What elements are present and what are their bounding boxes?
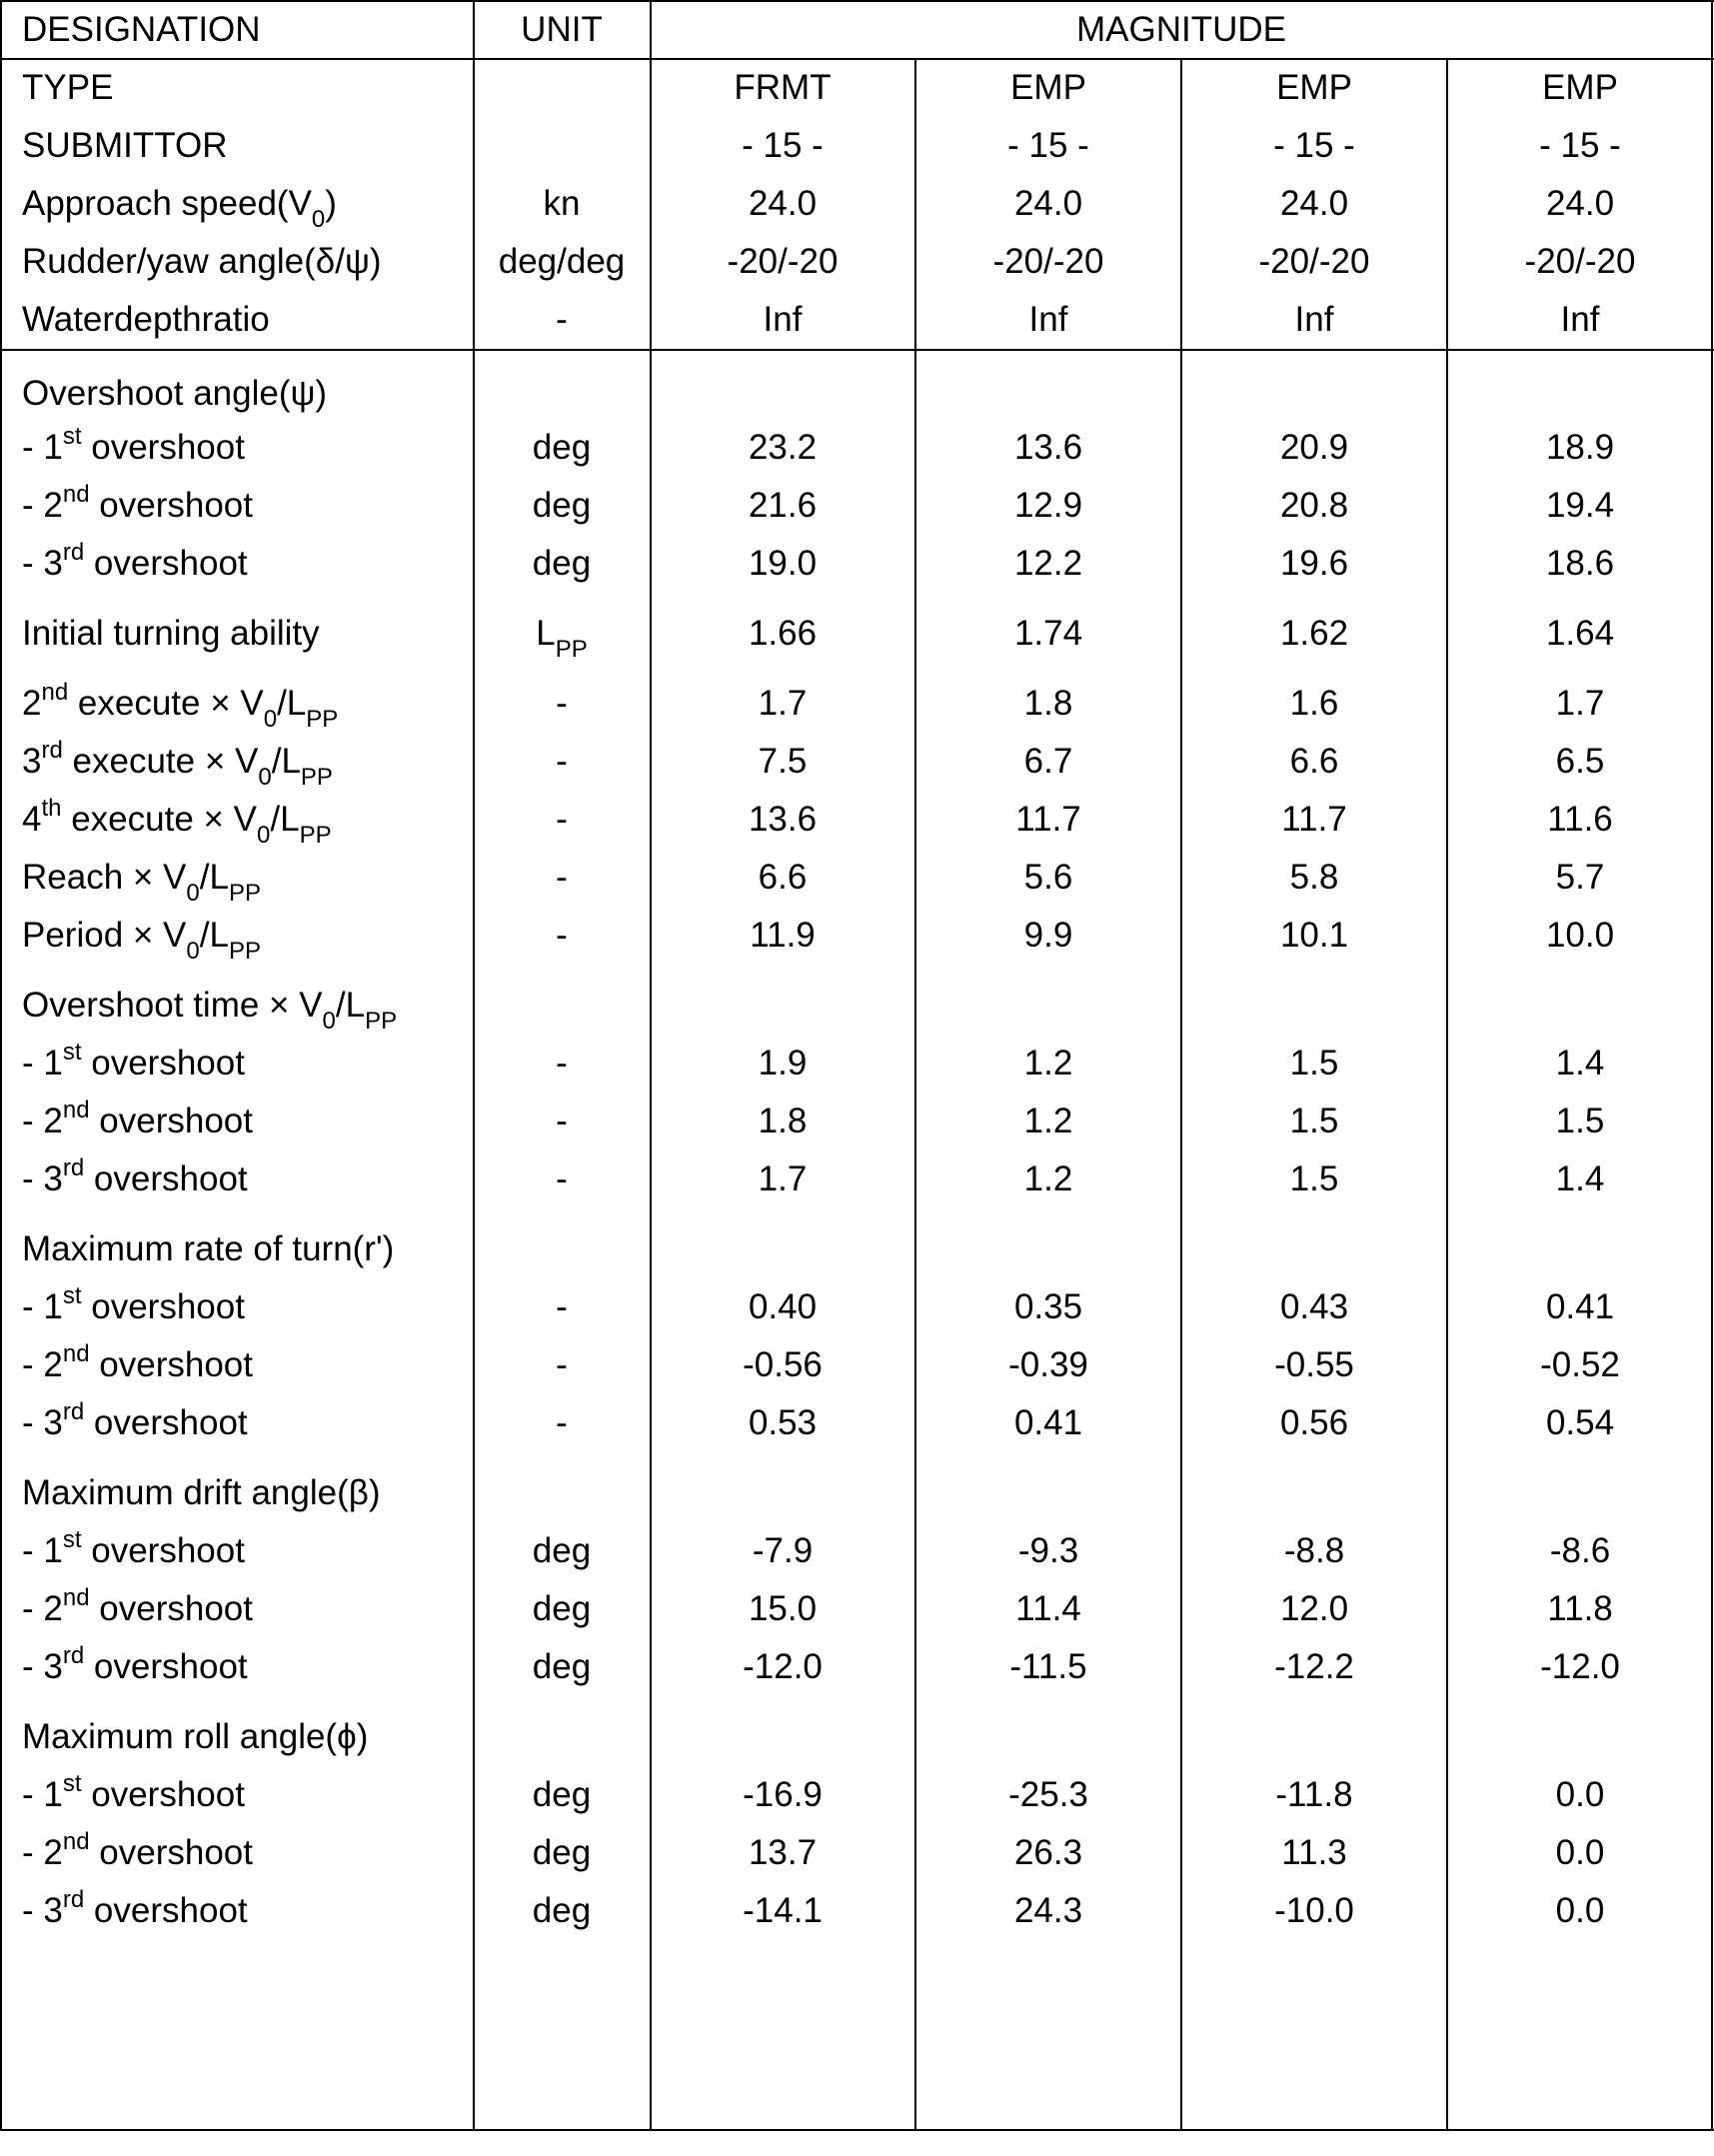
label-text: 2 (22, 684, 42, 723)
label-text: overshoot (84, 1159, 248, 1198)
superscript: th (41, 795, 62, 822)
value-cell: Inf (1294, 300, 1334, 339)
designation-cell (22, 1707, 368, 1767)
unit-cell: deg (532, 1589, 592, 1628)
label-text: - 1 (22, 1775, 63, 1814)
label-text: - 1 (22, 428, 63, 467)
label-text: overshoot (89, 1345, 253, 1384)
table-left-border (0, 0, 2, 2131)
label-text: overshoot (89, 486, 253, 525)
value-cell: 1.2 (1023, 1044, 1073, 1082)
table-bottom-border (0, 2129, 1714, 2131)
value-cell: 26.3 (1013, 1833, 1083, 1872)
value-cell: -12.2 (1274, 1647, 1354, 1686)
value-cell: 5.7 (1555, 858, 1605, 897)
value-cell: 0.0 (1555, 1775, 1605, 1814)
designation-cell (22, 1765, 245, 1825)
label-text: execute × V (62, 742, 259, 781)
unit-cell (474, 1219, 650, 1279)
label-text: Initial turning ability (22, 614, 320, 653)
value-cell: 0.0 (1555, 1833, 1605, 1872)
label-text: overshoot (89, 1833, 253, 1872)
value-cell: 1.74 (1013, 614, 1083, 653)
value-cell: -20/-20 (1258, 242, 1370, 281)
value-cell: -0.56 (743, 1345, 823, 1384)
label-text: Period × V (22, 916, 187, 955)
value-cell: 24.0 (1013, 184, 1083, 223)
value-cell: Inf (1028, 300, 1068, 339)
value-cell: -0.52 (1540, 1345, 1620, 1384)
value-cell: 1.4 (1555, 1044, 1605, 1082)
subscript: 0 (322, 1008, 336, 1035)
label-text: - 3 (22, 1159, 63, 1198)
label-text: - 1 (22, 1044, 63, 1082)
designation-cell (22, 1579, 253, 1639)
value-cell: 1.9 (758, 1044, 808, 1082)
label-text: Waterdepthratio (22, 300, 270, 339)
value-cell: 1.2 (1023, 1101, 1073, 1140)
superscript: nd (62, 481, 90, 508)
unit-cell (474, 604, 650, 664)
designation-cell (22, 732, 333, 792)
value-cell: 1.5 (1289, 1044, 1339, 1082)
value-cell: 19.0 (748, 544, 818, 583)
value-cell: -0.39 (1008, 1345, 1088, 1384)
value-cell: 1.7 (758, 1159, 808, 1198)
value-cell: EMP (1542, 68, 1618, 107)
designation-cell (22, 290, 270, 350)
subscript: 0 (186, 880, 200, 907)
value-cell: 11.7 (1281, 800, 1347, 839)
value-cell (915, 1219, 1181, 1279)
subscript: PP (228, 938, 261, 965)
value-cell: -12.0 (1540, 1647, 1620, 1686)
value-cell: -16.9 (743, 1775, 823, 1814)
value-cell: -10.0 (1274, 1891, 1354, 1930)
label-text: - 3 (22, 1647, 63, 1686)
superscript: st (62, 1526, 82, 1553)
value-cell: -12.0 (743, 1647, 823, 1686)
label-text: TYPE (22, 68, 114, 107)
value-cell: 5.8 (1289, 858, 1339, 897)
value-cell: 18.6 (1545, 544, 1615, 583)
subscript: PP (306, 706, 339, 733)
value-cell: 6.5 (1555, 742, 1605, 781)
unit-cell (474, 364, 650, 424)
value-cell: 11.6 (1547, 800, 1613, 839)
value-cell: 9.9 (1023, 916, 1073, 955)
designation-cell (22, 1091, 253, 1151)
label-text: /L (277, 684, 307, 723)
label-text: overshoot (81, 1775, 245, 1814)
value-cell: 5.6 (1023, 858, 1073, 897)
designation-cell (22, 1393, 248, 1453)
value-cell (1181, 1219, 1447, 1279)
designation-cell (22, 418, 245, 478)
unit-cell: deg/deg (498, 242, 626, 281)
value-cell: 6.6 (758, 858, 808, 897)
superscript: nd (41, 679, 69, 706)
unit-cell: - (556, 1101, 568, 1140)
value-cell: -8.8 (1283, 1531, 1345, 1570)
label-text: - 3 (22, 544, 63, 583)
value-cell: 11.9 (750, 916, 816, 955)
value-cell: 11.7 (1015, 800, 1081, 839)
value-cell: 11.8 (1547, 1589, 1613, 1628)
unit-cell: - (556, 916, 568, 955)
subscript: 0 (186, 938, 200, 965)
value-cell: 11.4 (1015, 1589, 1081, 1628)
value-cell: 0.53 (748, 1403, 818, 1442)
label-text: - 2 (22, 486, 63, 525)
label-text: L (536, 614, 556, 653)
label-text: - 1 (22, 1531, 63, 1570)
superscript: st (62, 1282, 82, 1309)
value-cell (1447, 976, 1713, 1036)
value-cell: 1.8 (1023, 684, 1073, 723)
value-cell: 0.41 (1545, 1287, 1615, 1326)
header-designation: DESIGNATION (22, 10, 261, 49)
value-cell (1447, 1219, 1713, 1279)
value-cell: 1.2 (1023, 1159, 1073, 1198)
value-cell: -25.3 (1008, 1775, 1088, 1814)
label-text: ) (325, 184, 337, 223)
unit-cell: - (556, 800, 568, 839)
value-cell: 0.56 (1279, 1403, 1349, 1442)
value-cell (915, 364, 1181, 424)
unit-cell: - (556, 1403, 568, 1442)
value-cell: 10.0 (1545, 916, 1615, 955)
designation-cell (22, 674, 338, 734)
label-text: - 3 (22, 1403, 63, 1442)
value-cell: Inf (763, 300, 803, 339)
subscript: 0 (258, 764, 272, 791)
header-unit: UNIT (521, 10, 603, 49)
value-cell (1181, 976, 1447, 1036)
designation-cell (22, 364, 327, 424)
value-cell: 11.3 (1281, 1833, 1347, 1872)
value-cell: 1.66 (748, 614, 818, 653)
unit-cell: deg (532, 1833, 592, 1872)
designation-cell (22, 1277, 245, 1337)
designation-cell (22, 1881, 248, 1941)
label-text: Overshoot angle(ψ) (22, 374, 328, 413)
superscript: st (62, 1039, 82, 1066)
value-cell: -14.1 (743, 1891, 823, 1930)
label-text: - 2 (22, 1833, 63, 1872)
value-cell: 19.6 (1279, 544, 1349, 583)
designation-cell (22, 232, 382, 292)
label-text: overshoot (89, 1101, 253, 1140)
value-cell: -20/-20 (992, 242, 1104, 281)
unit-cell: - (556, 1159, 568, 1198)
label-text: Approach speed(V (22, 184, 312, 223)
unit-cell (474, 116, 650, 176)
value-cell: 10.1 (1279, 916, 1349, 955)
label-text: Maximum roll angle(ϕ) (22, 1717, 369, 1756)
superscript: nd (62, 1828, 90, 1855)
subscript: PP (555, 636, 588, 663)
label-text: Maximum drift angle(β) (22, 1473, 381, 1512)
value-cell: 1.7 (1555, 684, 1605, 723)
label-text: - 1 (22, 1287, 63, 1326)
value-cell: 1.5 (1289, 1159, 1339, 1198)
value-cell: -8.6 (1549, 1531, 1611, 1570)
unit-cell: - (556, 858, 568, 897)
value-cell (650, 1219, 915, 1279)
label-text: /L (335, 986, 366, 1025)
value-cell (650, 364, 915, 424)
unit-cell (474, 976, 650, 1036)
designation-cell (22, 534, 248, 594)
label-text: /L (199, 858, 229, 897)
label-text: overshoot (84, 1891, 248, 1930)
superscript: rd (62, 1642, 85, 1669)
value-cell: 6.6 (1289, 742, 1339, 781)
designation-cell (22, 174, 337, 234)
value-cell: 1.5 (1555, 1101, 1605, 1140)
value-cell: FRMT (734, 68, 832, 107)
label-text: overshoot (81, 1044, 245, 1082)
value-cell (1447, 364, 1713, 424)
value-cell (1181, 1463, 1447, 1523)
superscript: nd (62, 1584, 90, 1611)
designation-cell (22, 58, 113, 118)
value-cell (650, 976, 915, 1036)
label-text: overshoot (81, 1287, 245, 1326)
value-cell (1447, 1707, 1713, 1767)
unit-cell: - (556, 1345, 568, 1384)
value-cell: 12.0 (1279, 1589, 1349, 1628)
value-cell: 18.9 (1545, 428, 1615, 467)
designation-cell (22, 976, 397, 1036)
value-cell: 0.40 (748, 1287, 818, 1326)
value-cell: 1.62 (1279, 614, 1349, 653)
superscript: st (62, 423, 82, 450)
value-cell: -11.5 (1009, 1647, 1087, 1686)
unit-cell: deg (532, 486, 592, 525)
value-cell: 23.2 (748, 428, 818, 467)
designation-cell (22, 604, 320, 664)
value-cell: 24.0 (1545, 184, 1615, 223)
value-cell: 0.35 (1013, 1287, 1083, 1326)
value-cell: EMP (1276, 68, 1352, 107)
value-cell: 0.41 (1013, 1403, 1083, 1442)
value-cell: -11.8 (1275, 1775, 1353, 1814)
value-cell (650, 1707, 915, 1767)
header-magnitude: MAGNITUDE (1076, 10, 1286, 49)
value-cell: 0.54 (1545, 1403, 1615, 1442)
subscript: 0 (311, 206, 326, 233)
label-text: 4 (22, 800, 42, 839)
value-cell (1447, 1463, 1713, 1523)
subscript: 0 (257, 822, 271, 849)
value-cell: 0.0 (1555, 1891, 1605, 1930)
designation-cell (22, 116, 227, 176)
value-cell: 7.5 (758, 742, 808, 781)
label-text: Overshoot time × V (22, 986, 323, 1025)
designation-cell (22, 1823, 253, 1883)
value-cell: 1.8 (758, 1101, 808, 1140)
unit-cell (474, 1707, 650, 1767)
value-cell (1181, 1707, 1447, 1767)
label-text: - 2 (22, 1101, 63, 1140)
value-cell: -9.3 (1017, 1531, 1079, 1570)
value-cell: 24.0 (748, 184, 818, 223)
designation-cell (22, 1219, 394, 1279)
subscript: 0 (263, 706, 278, 733)
label-text: SUBMITTOR (22, 126, 228, 165)
designation-cell (22, 1335, 253, 1395)
label-text: overshoot (84, 544, 248, 583)
unit-cell: deg (532, 1775, 592, 1814)
value-cell: 1.5 (1289, 1101, 1339, 1140)
value-cell: 1.4 (1555, 1159, 1605, 1198)
unit-cell (474, 58, 650, 118)
label-text: overshoot (81, 428, 245, 467)
label-text: Rudder/yaw angle(δ/ψ) (22, 242, 382, 281)
designation-cell (22, 1637, 248, 1697)
value-cell: -7.9 (752, 1531, 814, 1570)
label-text: 3 (22, 742, 42, 781)
label-text: overshoot (84, 1647, 248, 1686)
subscript: PP (228, 880, 261, 907)
value-cell: 12.9 (1013, 486, 1083, 525)
unit-cell: - (556, 300, 568, 339)
value-cell: 13.6 (1013, 428, 1083, 467)
superscript: nd (62, 1096, 90, 1123)
value-cell: 13.6 (748, 800, 818, 839)
value-cell (650, 1463, 915, 1523)
superscript: st (62, 1770, 82, 1797)
designation-cell (22, 1149, 248, 1209)
value-cell: 24.3 (1013, 1891, 1083, 1930)
label-text: Maximum rate of turn(r') (22, 1229, 395, 1268)
value-cell: 19.4 (1545, 486, 1615, 525)
unit-cell: deg (532, 1531, 592, 1570)
value-cell (915, 1707, 1181, 1767)
value-cell: - 15 - (742, 126, 824, 165)
label-text: - 2 (22, 1345, 63, 1384)
designation-cell (22, 1521, 245, 1581)
label-text: Reach × V (22, 858, 187, 897)
value-cell: 20.9 (1279, 428, 1349, 467)
label-text: - 2 (22, 1589, 63, 1628)
label-text: execute × V (61, 800, 258, 839)
value-cell: 24.0 (1279, 184, 1349, 223)
superscript: rd (41, 737, 63, 764)
value-cell: -20/-20 (727, 242, 839, 281)
designation-cell (22, 790, 332, 850)
value-cell: 21.6 (748, 486, 818, 525)
label-text: overshoot (81, 1531, 245, 1570)
value-cell: - 15 - (1273, 126, 1355, 165)
label-text: /L (270, 800, 300, 839)
unit-cell: kn (543, 184, 581, 223)
value-cell: 12.2 (1013, 544, 1083, 583)
value-cell: -0.55 (1274, 1345, 1354, 1384)
designation-cell (22, 1463, 381, 1523)
unit-cell (474, 1463, 650, 1523)
value-cell (915, 976, 1181, 1036)
designation-cell (22, 476, 253, 536)
unit-cell: deg (532, 1891, 592, 1930)
superscript: rd (62, 539, 85, 566)
superscript: rd (62, 1154, 85, 1181)
unit-cell: - (556, 1287, 568, 1326)
designation-cell (22, 848, 261, 908)
label-text: /L (271, 742, 301, 781)
superscript: nd (62, 1340, 90, 1367)
value-cell: 1.64 (1545, 614, 1615, 653)
value-cell: 15.0 (748, 1589, 818, 1628)
value-cell: 1.6 (1289, 684, 1339, 723)
superscript: rd (62, 1398, 85, 1425)
value-cell: 20.8 (1279, 486, 1349, 525)
subscript: PP (300, 764, 333, 791)
value-cell: - 15 - (1539, 126, 1621, 165)
value-cell: 1.7 (758, 684, 808, 723)
unit-cell: deg (532, 544, 592, 583)
unit-cell: - (556, 684, 568, 723)
subscript: PP (299, 822, 332, 849)
value-cell: 13.7 (748, 1833, 818, 1872)
unit-cell: - (556, 742, 568, 781)
value-cell: 0.43 (1279, 1287, 1349, 1326)
value-cell: -20/-20 (1524, 242, 1636, 281)
designation-cell (22, 1034, 245, 1093)
label-text: execute × V (68, 684, 264, 723)
designation-cell (22, 906, 261, 966)
label-text: overshoot (84, 1403, 248, 1442)
unit-cell: - (556, 1044, 568, 1082)
label-text: /L (199, 916, 229, 955)
unit-cell: deg (532, 428, 592, 467)
value-cell: 6.7 (1023, 742, 1073, 781)
value-cell (1181, 364, 1447, 424)
label-text: - 3 (22, 1891, 63, 1930)
value-cell: EMP (1010, 68, 1086, 107)
label-text: overshoot (89, 1589, 253, 1628)
unit-cell: deg (532, 1647, 592, 1686)
value-cell: Inf (1560, 300, 1600, 339)
superscript: rd (62, 1886, 85, 1913)
subscript: PP (365, 1008, 398, 1035)
value-cell (915, 1463, 1181, 1523)
value-cell: - 15 - (1007, 126, 1089, 165)
